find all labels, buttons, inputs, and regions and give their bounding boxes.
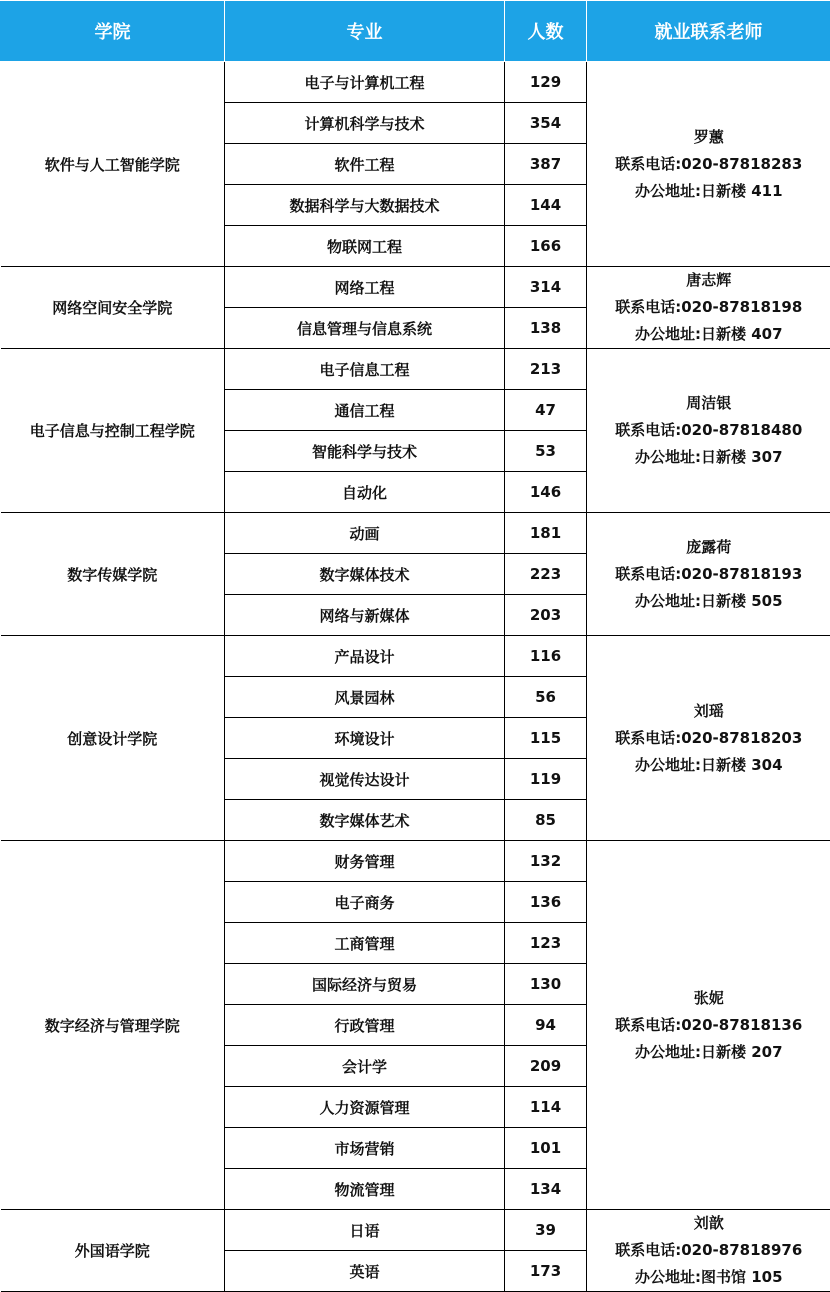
student-count: 173 — [505, 1251, 587, 1292]
student-count: 213 — [505, 349, 587, 390]
contact-phone: 联系电话:020-87818203 — [587, 725, 830, 752]
student-count: 101 — [505, 1128, 587, 1169]
student-count: 56 — [505, 677, 587, 718]
college-name: 外国语学院 — [1, 1210, 225, 1292]
student-count: 119 — [505, 759, 587, 800]
college-name: 网络空间安全学院 — [1, 267, 225, 349]
college-name: 软件与人工智能学院 — [1, 62, 225, 267]
college-name: 数字经济与管理学院 — [1, 841, 225, 1210]
student-count: 53 — [505, 431, 587, 472]
contact-cell — [587, 841, 830, 1210]
contact-cell — [587, 267, 830, 349]
student-count: 134 — [505, 1169, 587, 1210]
contact-cell — [587, 1210, 830, 1292]
major-name: 环境设计 — [225, 718, 505, 759]
student-count: 132 — [505, 841, 587, 882]
contact-phone: 联系电话:020-87818193 — [587, 561, 830, 588]
student-count: 166 — [505, 226, 587, 267]
student-count: 85 — [505, 800, 587, 841]
major-name: 市场营销 — [225, 1128, 505, 1169]
major-name: 通信工程 — [225, 390, 505, 431]
student-count: 203 — [505, 595, 587, 636]
header-count: 人数 — [505, 1, 587, 62]
table-row — [1, 62, 830, 103]
student-count: 223 — [505, 554, 587, 595]
major-name: 数字媒体技术 — [225, 554, 505, 595]
college-name: 创意设计学院 — [1, 636, 225, 841]
student-count: 209 — [505, 1046, 587, 1087]
student-count: 314 — [505, 267, 587, 308]
major-name: 信息管理与信息系统 — [225, 308, 505, 349]
major-name: 电子商务 — [225, 882, 505, 923]
major-name: 数字媒体艺术 — [225, 800, 505, 841]
table-row — [1, 841, 830, 882]
major-name: 软件工程 — [225, 144, 505, 185]
student-count: 146 — [505, 472, 587, 513]
table-row — [1, 267, 830, 308]
contact-phone: 联系电话:020-87818976 — [587, 1237, 830, 1264]
header-row — [1, 1, 830, 62]
major-name: 产品设计 — [225, 636, 505, 677]
contact-cell — [587, 62, 830, 267]
contact-phone: 联系电话:020-87818480 — [587, 417, 830, 444]
office-address: 办公地址:日新楼 207 — [587, 1039, 830, 1066]
major-name: 会计学 — [225, 1046, 505, 1087]
student-count: 136 — [505, 882, 587, 923]
contact-cell — [587, 349, 830, 513]
major-name: 物联网工程 — [225, 226, 505, 267]
office-address: 办公地址:日新楼 407 — [587, 321, 830, 348]
teacher-name: 张妮 — [587, 985, 830, 1012]
student-count: 144 — [505, 185, 587, 226]
major-name: 视觉传达设计 — [225, 759, 505, 800]
student-count: 94 — [505, 1005, 587, 1046]
major-name: 计算机科学与技术 — [225, 103, 505, 144]
student-count: 114 — [505, 1087, 587, 1128]
contact-phone: 联系电话:020-87818136 — [587, 1012, 830, 1039]
college-name: 数字传媒学院 — [1, 513, 225, 636]
office-address: 办公地址:日新楼 304 — [587, 752, 830, 779]
major-name: 国际经济与贸易 — [225, 964, 505, 1005]
contact-phone: 联系电话:020-87818198 — [587, 294, 830, 321]
teacher-name: 庞露荷 — [587, 534, 830, 561]
office-address: 办公地址:图书馆 105 — [587, 1264, 830, 1291]
table-row — [1, 1210, 830, 1251]
major-name: 日语 — [225, 1210, 505, 1251]
major-name: 英语 — [225, 1251, 505, 1292]
major-name: 动画 — [225, 513, 505, 554]
table-header — [1, 1, 830, 62]
office-address: 办公地址:日新楼 505 — [587, 588, 830, 615]
table-body — [1, 62, 830, 1292]
major-name: 工商管理 — [225, 923, 505, 964]
student-count: 181 — [505, 513, 587, 554]
major-name: 自动化 — [225, 472, 505, 513]
student-count: 47 — [505, 390, 587, 431]
student-count: 387 — [505, 144, 587, 185]
contact-cell — [587, 636, 830, 841]
major-name: 物流管理 — [225, 1169, 505, 1210]
major-name: 风景园林 — [225, 677, 505, 718]
contact-cell — [587, 513, 830, 636]
student-count: 130 — [505, 964, 587, 1005]
major-name: 电子与计算机工程 — [225, 62, 505, 103]
student-count: 129 — [505, 62, 587, 103]
teacher-name: 唐志辉 — [587, 267, 830, 294]
table-row — [1, 513, 830, 554]
teacher-name: 刘歆 — [587, 1210, 830, 1237]
major-name: 电子信息工程 — [225, 349, 505, 390]
major-name: 行政管理 — [225, 1005, 505, 1046]
major-name: 人力资源管理 — [225, 1087, 505, 1128]
header-college: 学院 — [1, 1, 225, 62]
header-contact: 就业联系老师 — [587, 1, 830, 62]
major-name: 财务管理 — [225, 841, 505, 882]
major-name: 网络与新媒体 — [225, 595, 505, 636]
office-address: 办公地址:日新楼 307 — [587, 444, 830, 471]
student-count: 123 — [505, 923, 587, 964]
teacher-name: 罗蕙 — [587, 124, 830, 151]
teacher-name: 刘瑶 — [587, 698, 830, 725]
student-count: 138 — [505, 308, 587, 349]
table-row — [1, 349, 830, 390]
college-name: 电子信息与控制工程学院 — [1, 349, 225, 513]
student-count: 116 — [505, 636, 587, 677]
office-address: 办公地址:日新楼 411 — [587, 178, 830, 205]
contact-phone: 联系电话:020-87818283 — [587, 151, 830, 178]
student-count: 115 — [505, 718, 587, 759]
major-name: 数据科学与大数据技术 — [225, 185, 505, 226]
major-name: 网络工程 — [225, 267, 505, 308]
student-count: 39 — [505, 1210, 587, 1251]
student-count: 354 — [505, 103, 587, 144]
table-row — [1, 636, 830, 677]
header-major: 专业 — [225, 1, 505, 62]
teacher-name: 周洁银 — [587, 390, 830, 417]
major-name: 智能科学与技术 — [225, 431, 505, 472]
